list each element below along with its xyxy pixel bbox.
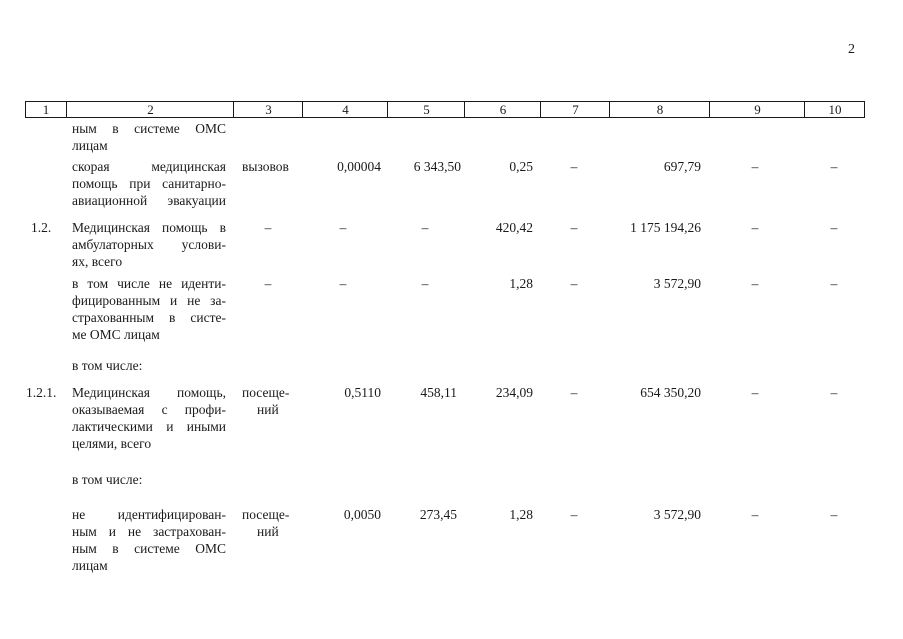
header-col-1: 1 (42, 102, 50, 117)
header-col-10: 10 (804, 102, 865, 117)
row-name-line: ме ОМС лицам (72, 327, 160, 342)
row-norm: – (339, 220, 347, 235)
row-name-line: страхованным в систе- (72, 310, 226, 325)
header-col-3: 3 (233, 102, 303, 117)
row-name-line: ным в системе ОМС (72, 121, 226, 136)
header-col-4: 4 (302, 102, 388, 117)
row-name-line: фицированным и не за- (72, 293, 226, 308)
header-col-8: 8 (609, 102, 710, 117)
row-total: 654 350,20 (640, 385, 701, 400)
row-unit: ний (257, 402, 279, 417)
row-name-line: авиационной эвакуации (72, 193, 226, 208)
row-name-line: ях, всего (72, 254, 123, 269)
row-col10: – (830, 220, 838, 235)
row-cost: 458,11 (420, 385, 457, 400)
row-unit: вызовов (242, 159, 289, 174)
row-norm: 0,0050 (343, 507, 381, 522)
header-col-6: 6 (464, 102, 541, 117)
table-header (25, 101, 865, 118)
row-col9: – (751, 220, 759, 235)
row-col10: – (830, 276, 838, 291)
row-col7: – (570, 159, 578, 174)
row-number: 1.2. (31, 220, 52, 235)
row-name-line: в том числе: (72, 358, 143, 373)
header-col-5: 5 (387, 102, 465, 117)
row-name-line: ным и не застрахован- (72, 524, 226, 539)
page-number: 2 (848, 42, 855, 57)
row-col7: – (570, 385, 578, 400)
row-name-line: Медицинская помощь, (72, 385, 226, 400)
row-name-line: в том числе: (72, 472, 143, 487)
row-col9: – (751, 276, 759, 291)
row-cost: 273,45 (419, 507, 457, 522)
row-name-line: лицам (72, 558, 108, 573)
row-unit: – (264, 276, 272, 291)
row-total: 1 175 194,26 (630, 220, 701, 235)
header-col-2: 2 (66, 102, 234, 117)
row-norm: 0,5110 (344, 385, 381, 400)
row-per-capita: 420,42 (495, 220, 533, 235)
row-per-capita: 1,28 (509, 507, 533, 522)
row-name-line: амбулаторных услови- (72, 237, 226, 252)
row-name-line: лактическими и иными (72, 419, 226, 434)
row-col9: – (751, 385, 759, 400)
row-unit: посеще- (242, 507, 290, 522)
row-per-capita: 1,28 (509, 276, 533, 291)
row-name-line: скорая медицинская (72, 159, 226, 174)
header-col-7: 7 (540, 102, 610, 117)
row-col7: – (570, 276, 578, 291)
row-unit: – (264, 220, 272, 235)
row-col7: – (570, 507, 578, 522)
row-unit: ний (257, 524, 279, 539)
row-col9: – (751, 159, 759, 174)
row-cost: 6 343,50 (413, 159, 461, 174)
row-cost: – (421, 276, 429, 291)
row-name-line: Медицинская помощь в (72, 220, 226, 235)
row-per-capita: 234,09 (495, 385, 533, 400)
row-col10: – (830, 507, 838, 522)
row-total: 3 572,90 (653, 507, 701, 522)
row-name-line: помощь при санитарно- (72, 176, 226, 191)
row-col10: – (830, 385, 838, 400)
row-name-line: не идентифицирован- (72, 507, 226, 522)
row-name-line: в том числе не иденти- (72, 276, 226, 291)
row-norm: – (339, 276, 347, 291)
row-name-line: оказываемая с профи- (72, 402, 226, 417)
row-col9: – (751, 507, 759, 522)
row-col7: – (570, 220, 578, 235)
row-norm: 0,00004 (337, 159, 381, 174)
row-name-line: целями, всего (72, 436, 152, 451)
row-unit: посеще- (242, 385, 290, 400)
row-name-line: лицам (72, 138, 108, 153)
row-total: 697,79 (663, 159, 701, 174)
row-total: 3 572,90 (653, 276, 701, 291)
row-col10: – (830, 159, 838, 174)
row-name-line: ным в системе ОМС (72, 541, 226, 556)
row-number: 1.2.1. (26, 385, 57, 400)
header-col-9: 9 (709, 102, 805, 117)
row-per-capita: 0,25 (509, 159, 533, 174)
row-cost: – (421, 220, 429, 235)
